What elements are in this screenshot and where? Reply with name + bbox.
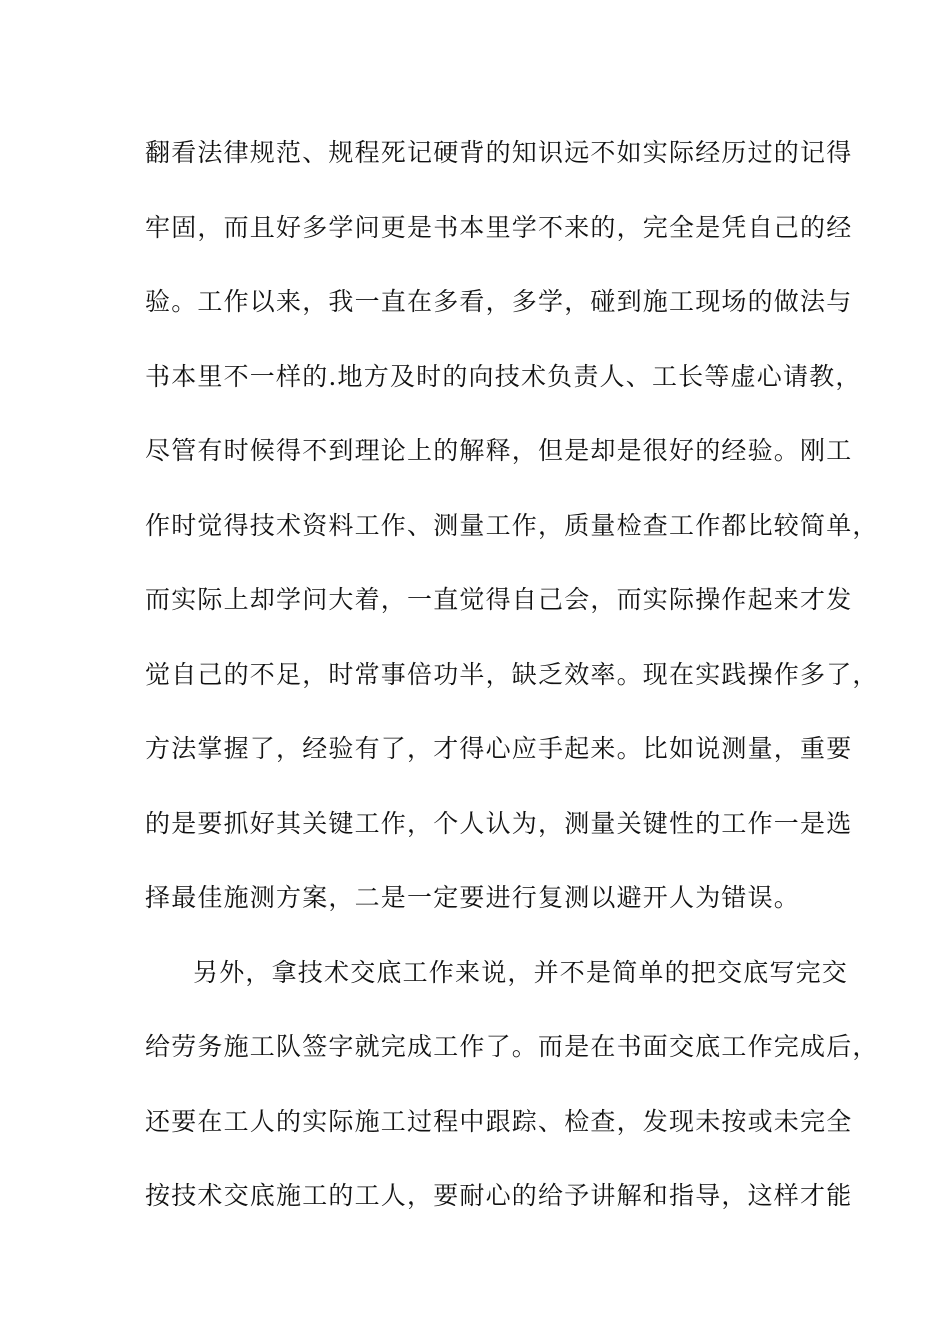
text-line: 给劳务施工队签字就完成工作了。而是在书面交底工作完成后， xyxy=(145,1032,879,1061)
text-line: 翻看法律规范、规程死记硬背的知识远不如实际经历过的记得 xyxy=(145,138,853,167)
text-line: 验。工作以来，我一直在多看，多学，碰到施工现场的做法与 xyxy=(145,287,853,316)
text-line: 还要在工人的实际施工过程中跟踪、检查，发现未按或未完全 xyxy=(145,1106,853,1136)
text-line: 牢固，而且好多学问更是书本里学不来的，完全是凭自己的经 xyxy=(145,212,853,242)
text-line: 的是要抓好其关键工作，个人认为，测量关键性的工作一是选 xyxy=(145,808,853,838)
text-line: 按技术交底施工的工人，要耐心的给予讲解和指导，这样才能 xyxy=(145,1181,853,1210)
text-line: 而实际上却学问大着，一直觉得自己会，而实际操作起来才发 xyxy=(145,585,853,614)
paragraph-start-line: 另外，拿技术交底工作来说，并不是简单的把交底写完交 xyxy=(193,957,849,987)
paragraph-end-line: 择最佳施测方案，二是一定要进行复测以避开人为错误。 xyxy=(145,883,801,912)
text-line: 书本里不一样的.地方及时的向技术负责人、工长等虚心请教， xyxy=(145,361,862,391)
text-line: 方法掌握了，经验有了，才得心应手起来。比如说测量，重要 xyxy=(145,734,853,763)
text-line: 觉自己的不足，时常事倍功半，缺乏效率。现在实践操作多了， xyxy=(145,659,879,689)
text-line: 作时觉得技术资料工作、测量工作，质量检查工作都比较简单， xyxy=(145,510,879,540)
text-line: 尽管有时候得不到理论上的解释，但是却是很好的经验。刚工 xyxy=(145,436,853,465)
document-body xyxy=(145,130,879,1248)
